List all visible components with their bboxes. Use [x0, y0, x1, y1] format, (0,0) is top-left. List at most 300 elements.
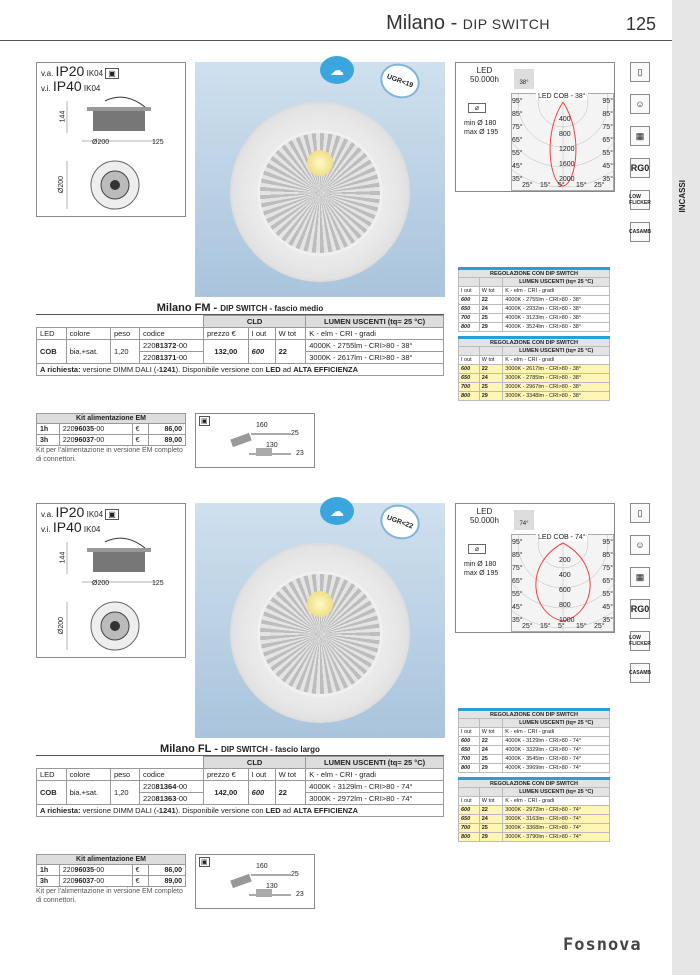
polar-angle-right: 45°: [602, 163, 613, 170]
code-suffix: -00: [176, 782, 188, 791]
reg-wtot-val: 22: [481, 297, 488, 303]
polar-angle-left: 55°: [512, 150, 523, 157]
reg-wtot: W tot: [479, 287, 503, 296]
fixture-reflector: [257, 571, 383, 697]
reg-wtot-val: 24: [481, 375, 488, 381]
polar-angle-left: 75°: [512, 565, 523, 572]
text-common-em_title: Kit alimentazione EM: [37, 414, 186, 424]
reg-lumen-val: 4000K - 3524lm - CRI>80 - 38°: [503, 323, 610, 332]
text-common-em_rows-0-price: 86,00: [164, 425, 182, 433]
polar-angle-left: 85°: [512, 111, 523, 118]
text-common-h_peso: peso: [110, 769, 139, 781]
dim-125: 125: [152, 580, 164, 587]
low-flicker-label: LOW FLICKER: [629, 194, 651, 206]
text-common-h_colore: colore: [66, 769, 110, 781]
cutout-range: [464, 560, 498, 578]
table-row: [459, 296, 610, 305]
fixture-reflector: [257, 130, 383, 256]
reg-iout-val: 800: [461, 765, 471, 771]
reg-lumen-val: 4000K - 3969lm - CRI>80 - 74°: [503, 764, 610, 773]
product-code: [140, 781, 204, 793]
spec-block: [36, 743, 444, 817]
text-common-req_led: LED: [265, 806, 281, 815]
polar-angle-right: 65°: [602, 578, 613, 585]
reg-wtot-val: 29: [481, 393, 488, 399]
text-common-ip_va: v.a.: [41, 510, 54, 519]
table-row: [459, 764, 610, 773]
low-flicker-label: LOW FLICKER: [629, 635, 651, 647]
code-prefix: 220: [143, 353, 156, 362]
polar-angle-right: 75°: [602, 124, 613, 131]
table-row: [459, 833, 610, 842]
text-common-em_rows-0-suffix: -00: [94, 866, 105, 874]
photometric-panel: [455, 62, 615, 192]
text-common-col_cld: CLD: [203, 316, 305, 328]
text-common-req_label: A richiesta:: [40, 806, 81, 815]
text-common-color_val: bia.+sat.: [66, 781, 110, 805]
table-row: [459, 365, 610, 374]
em-kit: [36, 413, 186, 464]
text-common-em_d3: 130: [266, 883, 278, 890]
product-code: [140, 340, 204, 352]
text-common-h_wtot: W tot: [275, 769, 306, 781]
reg-iout-val: 700: [461, 756, 471, 762]
code-prefix: 220: [143, 782, 156, 791]
polar-diagram: [511, 93, 614, 191]
text-common-em_rows-0-h: 1h: [40, 425, 49, 433]
text-price: 132,00: [214, 347, 238, 356]
text-common-em_rows-1-h: 3h: [40, 877, 49, 885]
text-common-em_rows-0-h: 1h: [40, 866, 49, 874]
text-common-req_text2: ). Disponibile versione con: [175, 806, 266, 815]
beam-angle: 74°: [514, 510, 534, 530]
led-cob: [307, 591, 333, 617]
reg-lumen-val: 3000K - 3790lm - CRI>80 - 74°: [503, 833, 610, 842]
reg-title: REGOLAZIONE CON DIP SWITCH: [459, 338, 610, 347]
spec-table: [36, 756, 444, 817]
reg-lumen: LUMEN USCENTI (tq= 25 °C): [503, 347, 610, 356]
reg-iout-val: 600: [461, 738, 471, 744]
polar-angle-right: 45°: [602, 604, 613, 611]
reg-lumen-val: 3000K - 2617lm - CRI>80 - 38°: [503, 365, 610, 374]
text-common-hours: 50.000h: [470, 75, 499, 84]
text-name_sub: DIP SWITCH - fascio medio: [220, 304, 324, 313]
product-name: [36, 743, 444, 756]
code-main: 81372: [155, 341, 177, 350]
text-common-h_colore: colore: [66, 328, 110, 340]
dip-switch-table-4000k: [458, 267, 610, 332]
text-common-cob: COB: [40, 347, 57, 356]
text-common-em_d2: 25: [291, 871, 299, 878]
polar-angle-right: 55°: [602, 150, 613, 157]
text-common-em_d1: 160: [256, 422, 268, 429]
table-row: [459, 323, 610, 332]
reg-lumen-val: 3000K - 2967lm - CRI>80 - 38°: [503, 383, 610, 392]
header-rule: [0, 40, 672, 41]
reg-lumen-val: 4000K - 3129lm - CRI>80 - 74°: [503, 737, 610, 746]
table-row: [459, 392, 610, 401]
reg-wtot-val: 22: [481, 366, 488, 372]
polar-angle-bottom: 25°: [522, 182, 533, 189]
on-request-note: [37, 364, 444, 376]
text-common-req_text2: ). Disponibile versione con: [175, 365, 266, 374]
text-common-em_rows-1-cur: €: [132, 876, 148, 887]
text-common-h_prezzo: prezzo €: [203, 328, 248, 340]
text-common-weight: 1,20: [110, 781, 139, 805]
reg-iout-val: 800: [461, 393, 471, 399]
technical-drawing: [36, 62, 186, 217]
text-common-wtot_val: 22: [278, 347, 287, 356]
page-subtitle: DIP SWITCH: [462, 16, 550, 32]
polar-angle-bottom: 15°: [576, 623, 587, 630]
reg-iout-val: 650: [461, 816, 471, 822]
reg-lumen: LUMEN USCENTI (tq= 25 °C): [503, 278, 610, 287]
building-icon: ▦: [630, 567, 650, 587]
text-common-em_rows-0-code: 96035: [74, 425, 95, 433]
text-common-led_label: LED: [476, 66, 493, 75]
ugr-badge: UGR<22: [375, 499, 424, 545]
em-table: [36, 413, 186, 446]
reg-lumen-val: 3000K - 2972lm - CRI>80 - 74°: [503, 806, 610, 815]
text-common-h_prezzo: prezzo €: [203, 769, 248, 781]
polar-angle-bottom: 25°: [594, 623, 605, 630]
dim-diameter: Ø200: [92, 580, 110, 587]
text-common-col_lumen: LUMEN USCENTI (tq= 25 °C): [306, 316, 444, 328]
text-common-req_led: LED: [265, 365, 281, 374]
polar-angle-right: 85°: [602, 552, 613, 559]
text-common-iout_val: 600: [251, 788, 265, 797]
em-kit-drawing: ▣ 160 25 130 23: [195, 854, 315, 909]
reg-iout: I out: [459, 797, 480, 806]
dim-diameter-vertical: Ø200: [58, 616, 66, 635]
reg-wtot-val: 29: [481, 834, 488, 840]
dip-switch-table-3000k: [458, 336, 610, 401]
text-common-ik: IK04: [86, 510, 104, 519]
text-common-em_rows-0-prefix: 220: [62, 425, 75, 433]
casamb-label: CASAMB: [629, 229, 651, 235]
text-common-em_rows-1-price: 89,00: [164, 877, 182, 885]
table-row: [459, 755, 610, 764]
text-common-max_cut: max Ø 195: [464, 129, 499, 136]
reg-title: REGOLAZIONE CON DIP SWITCH: [459, 779, 610, 788]
dip-switch-table-4000k: [458, 708, 610, 773]
reg-wtot: W tot: [479, 728, 503, 737]
side-band: [672, 0, 700, 975]
reg-iout-val: 650: [461, 306, 471, 312]
dimension-drawing: [47, 534, 182, 654]
product-code: [140, 352, 204, 364]
reg-wtot-val: 29: [481, 765, 488, 771]
polar-angle-left: 95°: [512, 98, 523, 105]
table-row: [459, 737, 610, 746]
reg-wtot-val: 29: [481, 324, 488, 330]
cutout-icon: ⌀: [468, 103, 486, 113]
text-name: Milano FM -: [156, 302, 221, 314]
ip-rating: v.a. IP20 IK04 ▣ v.i. IP40 IK04: [41, 506, 119, 536]
text-common-em_rows-1-prefix: 220: [62, 877, 75, 885]
table-row: [459, 383, 610, 392]
text-common-h_peso: peso: [110, 328, 139, 340]
text-common-ip_va: v.a.: [41, 69, 54, 78]
rg0-icon: [630, 599, 650, 619]
polar-angle-left: 65°: [512, 137, 523, 144]
text-common-h_iout: I out: [248, 769, 275, 781]
text-common-req_label: A richiesta:: [40, 365, 81, 374]
text-common-h_led: LED: [37, 328, 67, 340]
text-common-req_eff: ALTA EFFICIENZA: [293, 806, 359, 815]
polar-title: LED COB - 74°: [538, 534, 586, 541]
polar-angle-left: 95°: [512, 539, 523, 546]
photometric-panel: [455, 503, 615, 633]
dim-diameter-vertical: Ø200: [58, 175, 66, 194]
led-life: [470, 507, 499, 525]
cutout-icon: ⌀: [468, 544, 486, 554]
reg-wtot-val: 22: [481, 807, 488, 813]
person-icon: ☺: [630, 94, 650, 114]
text-common-cob: COB: [40, 788, 57, 797]
text-common-em_rows-1-h: 3h: [40, 436, 49, 444]
text-common-em_rows-1-code: 96037: [74, 436, 95, 444]
reg-iout-val: 800: [461, 834, 471, 840]
table-row: [459, 305, 610, 314]
led-cob: [307, 150, 333, 176]
reg-iout-val: 650: [461, 375, 471, 381]
cloud-icon: ☁: [320, 497, 354, 525]
text-common-ip40: IP40: [52, 519, 82, 535]
polar-value: 2000: [559, 176, 575, 183]
beam-angle: 38°: [514, 69, 534, 89]
dim-144: 144: [59, 110, 67, 123]
casamb-icon: [630, 222, 650, 242]
text-price: 142,00: [214, 788, 238, 797]
code-main: 81371: [155, 353, 177, 362]
text-common-em_d2: 25: [291, 430, 299, 437]
text-common-ik: IK04: [86, 69, 104, 78]
text-common-em_title: Kit alimentazione EM: [37, 855, 186, 865]
text-common-led_label: LED: [476, 507, 493, 516]
dip-switch-table-3000k: [458, 777, 610, 842]
em-table: [36, 854, 186, 887]
person-icon: ☺: [630, 535, 650, 555]
polar-value: 400: [559, 572, 571, 579]
text-name_sub: DIP SWITCH - fascio largo: [220, 745, 320, 754]
text-common-h_kelm: K - elm - CRI - gradi: [306, 769, 444, 781]
reg-wtot-val: 24: [481, 306, 488, 312]
text-common-h_codice: codice: [140, 328, 204, 340]
reg-title: REGOLAZIONE CON DIP SWITCH: [459, 269, 610, 278]
text-common-ip40: IP40: [52, 78, 82, 94]
dimension-drawing: [47, 93, 182, 213]
text-common-wtot_val: 22: [278, 788, 287, 797]
technical-drawing: [36, 503, 186, 658]
polar-value: 400: [559, 116, 571, 123]
code-prefix: 220: [143, 341, 156, 350]
text-common-ip_vi: v.i.: [41, 84, 51, 93]
reg-lumen-val: 3000K - 3368lm - CRI>80 - 74°: [503, 824, 610, 833]
polar-angle-bottom: 5°: [558, 182, 565, 189]
text-common-h_kelm: K - elm - CRI - gradi: [306, 328, 444, 340]
text-common-em_rows-1-price: 89,00: [164, 436, 182, 444]
reg-lumen: LUMEN USCENTI (tq= 25 °C): [503, 788, 610, 797]
polar-angle-right: 95°: [602, 539, 613, 546]
reg-wtot-val: 22: [481, 738, 488, 744]
text-common-em_d4: 23: [296, 450, 304, 457]
reg-iout-val: 650: [461, 747, 471, 753]
polar-angle-left: 75°: [512, 124, 523, 131]
table-row: [459, 374, 610, 383]
text-common-em_rows-1-suffix: -00: [94, 877, 105, 885]
em-kit: [36, 854, 186, 905]
dip-switch-tables: [458, 708, 610, 842]
em-note: Kit per l'alimentazione in versione EM completo di connettori.: [36, 888, 183, 904]
reg-lumen-val: 3000K - 2785lm - CRI>80 - 38°: [503, 374, 610, 383]
dim-144: 144: [59, 551, 67, 564]
reg-lumen: LUMEN USCENTI (tq= 25 °C): [503, 719, 610, 728]
on-request-note: [37, 805, 444, 817]
text-common-em_rows-0-prefix: 220: [62, 866, 75, 874]
text-common-h_iout: I out: [248, 328, 275, 340]
code-suffix: -00: [176, 794, 188, 803]
reg-lumen-val: 4000K - 3329lm - CRI>80 - 74°: [503, 746, 610, 755]
polar-angle-bottom: 5°: [558, 623, 565, 630]
text-codes-1-lumen: 3000K - 2972lm - CRI>80 - 74°: [306, 793, 444, 805]
reg-wtot: W tot: [479, 356, 503, 365]
text-common-em_rows-1-cur: €: [132, 435, 148, 446]
polar-angle-right: 35°: [602, 617, 613, 624]
reg-lumen-val: 3000K - 3163lm - CRI>80 - 74°: [503, 815, 610, 824]
reg-title: REGOLAZIONE CON DIP SWITCH: [459, 710, 610, 719]
reg-iout: I out: [459, 356, 480, 365]
polar-angle-right: 65°: [602, 137, 613, 144]
text-common-em_rows-0-cur: €: [132, 424, 148, 435]
code-suffix: -00: [176, 341, 188, 350]
text-common-em_rows-0-suffix: -00: [94, 425, 105, 433]
spec-block: [36, 302, 444, 376]
polar-angle-right: 55°: [602, 591, 613, 598]
reg-lumen-val: 4000K - 2755lm - CRI>80 - 38°: [503, 296, 610, 305]
text-common-h_codice: codice: [140, 769, 204, 781]
brand-logo: Fosnova: [563, 935, 642, 955]
reg-lumen-val: 4000K - 3545lm - CRI>80 - 74°: [503, 755, 610, 764]
text-common-iout_val: 600: [251, 347, 265, 356]
polar-angle-bottom: 15°: [540, 623, 551, 630]
text-common-req_text: versione DIMM DALI (: [80, 806, 157, 815]
text-common-req_text: versione DIMM DALI (: [80, 365, 157, 374]
page-number: 125: [625, 14, 656, 34]
text-codes-1-lumen: 3000K - 2617lm - CRI>80 - 38°: [306, 352, 444, 364]
reg-wtot: W tot: [479, 797, 503, 806]
text-common-min_cut: min Ø 180: [464, 561, 497, 568]
polar-angle-left: 35°: [512, 176, 523, 183]
reg-lumen-val: 3000K - 3348lm - CRI>80 - 38°: [503, 392, 610, 401]
polar-value: 200: [559, 557, 571, 564]
unit-icon: ▯: [630, 62, 650, 82]
text-common-color_val: bia.+sat.: [66, 340, 110, 364]
polar-angle-right: 85°: [602, 111, 613, 118]
em-note: Kit per l'alimentazione in versione EM completo di connettori.: [36, 447, 183, 463]
text-common-em_d3: 130: [266, 442, 278, 449]
polar-angle-bottom: 25°: [594, 182, 605, 189]
text-common-em_d1: 160: [256, 863, 268, 870]
text-common-hours: 50.000h: [470, 516, 499, 525]
text-common-col_cld: CLD: [203, 757, 305, 769]
polar-angle-left: 65°: [512, 578, 523, 585]
reg-iout-val: 800: [461, 324, 471, 330]
product-name: [36, 302, 444, 315]
polar-diagram: [511, 534, 614, 632]
text-common-h_led: LED: [37, 769, 67, 781]
section-label: INCASSI: [678, 180, 687, 213]
cloud-icon: ☁: [320, 56, 354, 84]
polar-value: 1000: [559, 617, 575, 624]
polar-angle-left: 45°: [512, 163, 523, 170]
text-common-ik: IK04: [83, 84, 101, 93]
reg-iout-val: 600: [461, 297, 471, 303]
reg-iout-val: 600: [461, 366, 471, 372]
text-common-ip20: IP20: [55, 504, 85, 520]
cutout-range: [464, 119, 498, 137]
text-common-max_cut: max Ø 195: [464, 570, 499, 577]
product-code: [140, 793, 204, 805]
code-main: 81364: [155, 782, 177, 791]
text-common-ik: IK04: [83, 525, 101, 534]
reg-wtot-val: 24: [481, 747, 488, 753]
casamb-label: CASAMB: [629, 670, 651, 676]
polar-value: 800: [559, 131, 571, 138]
text-name: Milano FL -: [160, 743, 221, 755]
polar-value: 600: [559, 587, 571, 594]
text-common-min_cut: min Ø 180: [464, 120, 497, 127]
rg0-label: RG0: [630, 163, 650, 173]
polar-angle-left: 45°: [512, 604, 523, 611]
polar-angle-left: 85°: [512, 552, 523, 559]
polar-angle-right: 75°: [602, 565, 613, 572]
text-common-h_wtot: W tot: [275, 328, 306, 340]
rg0-label: RG0: [630, 604, 650, 614]
polar-value: 800: [559, 602, 571, 609]
polar-value: 1600: [559, 161, 575, 168]
text-common-ip_vi: v.i.: [41, 525, 51, 534]
table-row: [459, 824, 610, 833]
polar-angle-bottom: 15°: [540, 182, 551, 189]
text-common-em_rows-0-code: 96035: [74, 866, 95, 874]
text-codes-0-lumen: 4000K - 2755lm - CRI>80 - 38°: [306, 340, 444, 352]
text-common-req_text3: ad: [280, 806, 294, 815]
table-row: [459, 314, 610, 323]
code-suffix: -00: [176, 353, 188, 362]
spec-table: [36, 315, 444, 376]
ip-rating: v.a. IP20 IK04 ▣ v.i. IP40 IK04: [41, 65, 119, 95]
text-common-req_eff: ALTA EFFICIENZA: [293, 365, 359, 374]
text-common-em_rows-0-cur: €: [132, 865, 148, 876]
polar-angle-right: 35°: [602, 176, 613, 183]
text-common-weight: 1,20: [110, 340, 139, 364]
reg-kelm: K - elm - CRI - gradi: [503, 287, 610, 296]
page-title: Milano - DIP SWITCH: [386, 12, 550, 34]
dim-diameter: Ø200: [92, 139, 110, 146]
reg-kelm: K - elm - CRI - gradi: [503, 728, 610, 737]
text-common-req_code: -1241: [156, 806, 176, 815]
em-kit-drawing: ▣ 160 25 130 23: [195, 413, 315, 468]
text-common-ip20: IP20: [55, 63, 85, 79]
polar-value: 1200: [559, 146, 575, 153]
unit-icon: ▯: [630, 503, 650, 523]
polar-angle-bottom: 15°: [576, 182, 587, 189]
text-common-em_rows-1-prefix: 220: [62, 436, 75, 444]
polar-angle-bottom: 25°: [522, 623, 533, 630]
ugr-badge: UGR<19: [375, 58, 424, 104]
text-common-em_rows-0-price: 86,00: [164, 866, 182, 874]
